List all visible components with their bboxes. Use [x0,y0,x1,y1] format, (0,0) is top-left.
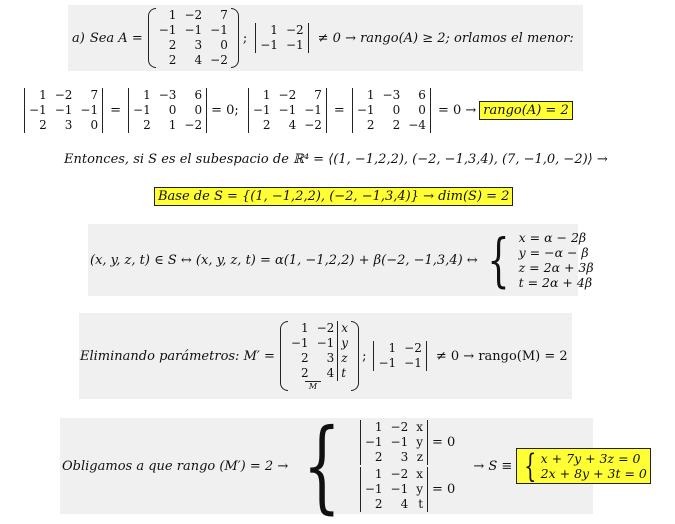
matrix-cell: −2 [316,321,335,335]
system-brace: { [487,226,510,294]
matrix-cell: t [418,497,424,511]
dets-column [356,420,455,512]
matrix-cell: −1 [364,435,383,449]
matrix-cell: y [416,435,424,449]
matrix-cell: −1 [158,23,177,37]
matrix-cell: 1 [388,341,397,355]
matrix-cell: −2 [390,420,409,434]
row1-line: a) Sea A = 1 −2 7 −1 −1 −1 2 3 0 2 4 −2 ; 1 −2 −1 −1 ≠ 0 → rango(A) ≥ 2; orlamos el menor: [72,8,574,67]
matrix-cell: −1 [304,102,322,117]
matrix-cell: 1 [39,87,47,102]
matrix-cell: x [416,467,424,481]
row2-line: 1 −2 7 −1 −1 −1 2 3 0 = 1 −3 6 −1 0 0 2 1 −2 = 0; 1 −2 7 −1 −1 −1 2 4 −2 = 1 −3 6 −1 0 0 2 2 −4 = 0 → rango(A) = 2 [20,86,573,134]
matrix-cell: −2 [304,117,322,132]
implicit-equations: { x + 7y + 3z = 0 2x + 8y + 3t = 0 [516,448,651,484]
matrix-cell: 7 [314,87,322,102]
matrix-cell: −1 [316,336,335,350]
matrix-cell: −1 [390,435,409,449]
matrix-cell: 1 [143,87,151,102]
matrix-cell: 3 [194,38,203,52]
implicit-eq-2: 2x + 8y + 3t = 0 [540,466,647,481]
basis-result: Base de S = {(1, −1,2,2), (−2, −1,3,4)} → dim(S) = 2 [154,187,513,206]
matrix-cell: 7 [90,87,99,102]
matrix-m-prime [280,321,359,391]
implies-s-text: → S ≡ [473,458,513,474]
matrix-cell: 2 [374,450,383,464]
matrix-cell: 1 [168,8,177,22]
det-b [356,467,432,512]
matrix-cell: 1 [300,321,309,335]
matrix-cell: 2 [168,53,177,67]
matrix-cell: −2 [54,87,73,102]
minor-result-text: ≠ 0 → rango(A) ≥ 2; orlamos el menor: [317,30,574,46]
eq-a: = 0 [432,435,456,450]
eq-x: x = α − 2β [518,230,587,245]
matrix-cell: 2 [374,497,383,511]
det-4 [348,88,435,133]
row4-line [154,186,513,206]
matrix-cell: 2 [392,117,401,132]
implicit-eq-1: x + 7y + 3z = 0 [540,451,641,466]
matrix-cell: y [416,482,424,496]
matrix-cell: 1 [168,117,177,132]
sea-a-text: Sea A = [89,30,143,46]
m-underbrace-label: M [305,381,321,391]
matrix-cell: −2 [390,467,409,481]
oblige-text: Obligamos a que rango (M′) = 2 → [62,458,289,474]
matrix-cell: 1 [366,87,375,102]
row6-line: Eliminando parámetros: M′ = 1 −2 −1 −1 2 3 2 4 x y z t M ; 1 −2 −1 −1 ≠ 0 → rango(M) = 2 [80,321,568,391]
matrix-cell: 2 [300,366,309,380]
matrix-cell: 0 [220,38,228,52]
matrix-cell: −1 [260,38,278,52]
row5-line [90,228,594,292]
matrix-cell: −1 [390,482,409,496]
det-a [356,420,432,465]
matrix-cell: −2 [278,87,297,102]
eq-zero-2: = 0 → [437,102,477,118]
eq-t: t = 2α + 4β [518,275,593,290]
matrix-cell: 0 [392,102,401,117]
matrix-cell: −3 [158,87,177,102]
matrix-cell: −4 [408,117,426,132]
matrix-cell: −1 [252,102,271,117]
matrix-cell: −1 [278,102,297,117]
matrix-cell: 2 [168,38,177,52]
matrix-cell: 4 [326,366,335,380]
matrix-cell: 4 [194,53,203,67]
part-label: a) [72,30,85,46]
membership-text: (x, y, z, t) ∈ S ↔ (x, y, z, t) = α(1, −1,2,2) + β(−2, −1,3,4) ↔ [90,252,478,268]
matrix-cell: 2 [39,117,47,132]
matrix-cell: −1 [133,102,151,117]
matrix-cell: −1 [29,102,47,117]
det-2 [124,88,211,133]
matrix-var-cell: t [341,366,347,380]
matrix-a [148,8,239,68]
matrix-cell: −2 [184,117,203,132]
matrix-cell: 2 [262,117,271,132]
matrix-cell: 3 [326,351,335,365]
matrix-cell: 0 [168,102,177,117]
matrix-cell: 7 [220,8,228,22]
matrix-cell: 6 [418,87,426,102]
matrix-cell: −1 [80,102,99,117]
matrix-cell: −2 [210,53,228,67]
matrix-cell: −2 [404,341,422,355]
matrix-cell: 0 [418,102,426,117]
matrix-cell: 0 [90,117,99,132]
matrix-cell: 2 [143,117,151,132]
param-system [519,230,594,290]
matrix-cell: −1 [356,102,375,117]
matrix-var-cell: z [341,351,348,365]
matrix-var-cell: y [341,336,349,350]
matrix-cell: 6 [194,87,203,102]
row7-line [62,407,651,524]
subspace-text: Entonces, si S es el subespacio de ℝ⁴ = ⟨(1, −1,2,2), (−2, −1,3,4), (7, −1,0, −2)⟩ → [64,151,608,167]
matrix-cell: −3 [382,87,401,102]
eq-b: = 0 [432,482,456,497]
eq-y: y = −α − β [518,245,589,260]
minor-det-1 [251,23,312,53]
matrix-cell: −1 [285,38,304,52]
matrix-cell: 4 [288,117,297,132]
matrix-cell: 3 [64,117,73,132]
det-3 [244,88,331,133]
matrix-cell: 4 [400,497,409,511]
matrix-cell: −1 [378,356,397,370]
matrix-cell: 1 [374,420,383,434]
eq-zero-1: = 0; [211,102,239,118]
det-1 [20,88,107,133]
dets-brace: { [302,407,342,524]
rank-m-text: ≠ 0 → rango(M) = 2 [435,348,568,364]
matrix-cell: −1 [290,336,309,350]
minor-det-2 [369,341,430,371]
matrix-cell: 1 [262,87,271,102]
matrix-cell: x [416,420,424,434]
matrix-cell: 1 [270,23,278,37]
matrix-cell: z [416,450,424,464]
matrix-cell: −2 [184,8,203,22]
matrix-cell: −1 [404,356,422,370]
rank-a-result: rango(A) = 2 [479,101,572,120]
matrix-cell: 1 [374,467,383,481]
matrix-var-cell: x [341,321,349,335]
eq-z: z = 2α + 3β [518,260,594,275]
matrix-cell: 3 [400,450,409,464]
matrix-cell: −1 [184,23,203,37]
matrix-cell: 0 [194,102,203,117]
matrix-cell: −1 [210,23,228,37]
matrix-cell: −2 [285,23,304,37]
matrix-cell: −1 [54,102,73,117]
matrix-cell: 2 [366,117,375,132]
eliminate-text: Eliminando parámetros: M′ = [80,348,275,364]
matrix-cell: −1 [364,482,383,496]
matrix-cell: 2 [300,351,309,365]
